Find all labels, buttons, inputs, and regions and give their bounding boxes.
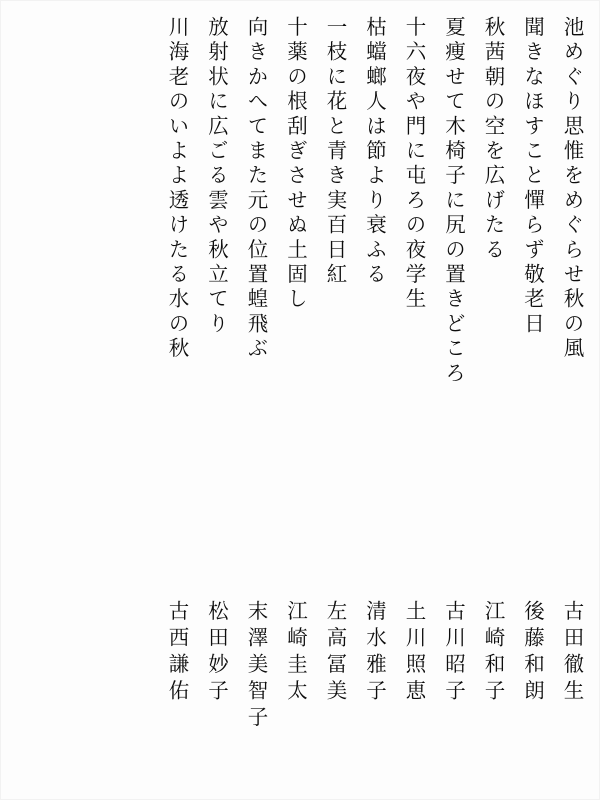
poem-line: 池めぐり思惟をめぐらせ秋の風 [560,16,584,362]
author-name: 松田妙子 [204,600,229,706]
author-name: 後藤和朗 [520,600,545,706]
poem-line: 川海老のいよよ透けたる水の秋 [165,16,189,362]
author-name: 左高冨美 [323,600,347,706]
author-name: 江崎和子 [481,600,505,706]
poem-line: 一枝に花と青き実百日紅 [323,16,347,288]
author-name: 古田徹生 [560,600,584,706]
poem-line: 向きかへてまた元の位置蝗飛ぶ [244,16,268,362]
author-name: 清水雅子 [362,600,387,706]
author-name: 土川照恵 [402,600,426,706]
poem-line: 放射状に広ごる雲や秋立てり [204,16,229,338]
poem-columns [18,16,582,536]
poem-line: 十六夜や門に屯ろの夜学生 [402,16,426,313]
author-name: 江崎圭太 [283,600,308,706]
author-name: 末澤美智子 [244,600,268,733]
poem-line: 夏痩せて木椅子に尻の置きどころ [441,16,466,387]
author-name: 古西謙佑 [165,600,189,706]
poem-line: 枯蟷螂人は節より衰ふる [362,16,387,288]
poem-line: 聞きなほすこと憚らず敬老日 [520,16,545,338]
author-columns [18,600,582,790]
author-name: 古川昭子 [441,600,466,706]
poem-line: 秋茜朝の空を広げたる [481,16,505,263]
poem-line: 十薬の根刮ぎさせぬ土固し [283,16,308,313]
